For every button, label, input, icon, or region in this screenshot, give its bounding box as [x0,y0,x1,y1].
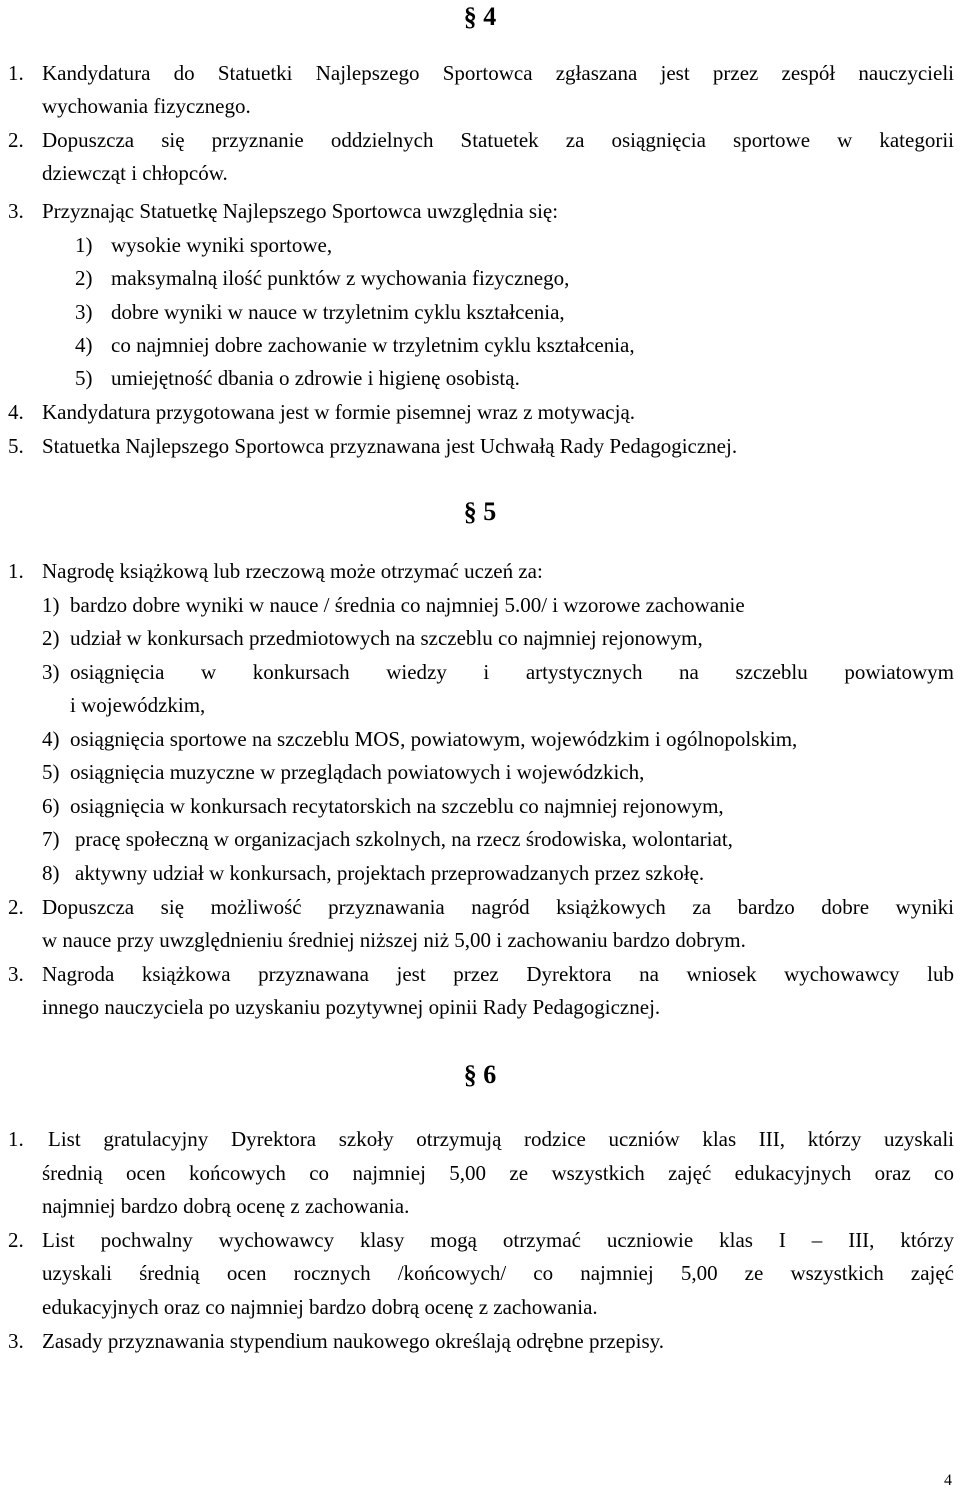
s6-p2-line2: uzyskali średnią ocen rocznych /końcowych/ co najmniej 5,00 ze wszystkich zajęć [42,1261,954,1285]
s4-p5-number: 5. [8,434,24,458]
s5-p1-item: osiągnięcia w konkursach recytatorskich na szczeblu co najmniej rejonowym, [70,794,724,818]
s6-p2-line1: List pochwalny wychowawcy klasy mogą otrzymać uczniowie klas I – III, którzy [42,1228,954,1252]
s4-p1-line1: Kandydatura do Statuetki Najlepszego Sportowca zgłaszana jest przez zespół nauczycieli [42,61,954,85]
s4-p3-item: maksymalną ilość punktów z wychowania fizycznego, [111,266,570,290]
s6-p3-number: 3. [8,1329,24,1353]
s4-p3-item-number: 3) [75,300,93,324]
s5-p1-item-number: 2) [42,626,60,650]
page-number: 4 [944,1472,952,1489]
s6-p3-line1: Zasady przyznawania stypendium naukowego określają odrębne przepisy. [42,1329,665,1353]
s4-p3-item-number: 4) [75,333,93,357]
s5-p1-item-number: 7) [42,827,60,851]
s6-p2-line3: edukacyjnych oraz co najmniej bardzo dobrą ocenę z zachowania. [42,1295,598,1319]
s5-p3-number: 3. [8,962,24,986]
s4-p4-line1: Kandydatura przygotowana jest w formie pisemnej wraz z motywacją. [42,400,636,424]
s4-p2-number: 2. [8,128,24,152]
s5-p1-item: aktywny udział w konkursach, projektach przeprowadzanych przez szkołę. [75,861,705,885]
s5-p1-line1: Nagrodę książkową lub rzeczową może otrzymać uczeń za: [42,559,543,583]
s5-p2-number: 2. [8,895,24,919]
s4-p3-item: wysokie wyniki sportowe, [111,233,333,257]
s5-p2-line1: Dopuszcza się możliwość przyznawania nagród książkowych za bardzo dobre wyniki [42,895,954,919]
s6-p1-line2: średnią ocen końcowych co najmniej 5,00 ze wszystkich zajęć edukacyjnych oraz co [42,1161,954,1185]
s4-p2-line1: Dopuszcza się przyznanie oddzielnych Statuetek za osiągnięcia sportowe w kategorii [42,128,954,152]
s5-p1-item: osiągnięcia muzyczne w przeglądach powiatowych i wojewódzkich, [70,760,645,784]
s5-p1-item-continuation: i wojewódzkim, [70,693,206,717]
s4-p3-number: 3. [8,199,24,223]
s5-p1-item-number: 8) [42,861,60,885]
s4-p3-item-number: 1) [75,233,93,257]
section-4-heading: § 4 [463,2,497,31]
s5-p1-item: bardzo dobre wyniki w nauce / średnia co najmniej 5.00/ i wzorowe zachowanie [70,593,745,617]
s6-p2-number: 2. [8,1228,24,1252]
s5-p1-item-number: 4) [42,727,60,751]
s4-p3-line1: Przyznając Statuetkę Najlepszego Sportowca uwzględnia się: [42,199,559,223]
s5-p1-number: 1. [8,559,24,583]
s5-p1-item-number: 5) [42,760,60,784]
section-5-heading: § 5 [463,497,497,526]
s5-p1-item: pracę społeczną w organizacjach szkolnych, na rzecz środowiska, wolontariat, [75,827,733,851]
s5-p1-item-number: 1) [42,593,60,617]
s5-p1-item-number: 3) [42,660,60,684]
s4-p3-item: dobre wyniki w nauce w trzyletnim cyklu kształcenia, [111,300,565,324]
s5-p1-item: osiągnięcia w konkursach wiedzy i artystycznych na szczeblu powiatowym [70,660,954,684]
s5-p1-item: osiągnięcia sportowe na szczeblu MOS, powiatowym, wojewódzkim i ogólnopolskim, [70,727,798,751]
s6-p1-line3: najmniej bardzo dobrą ocenę z zachowania. [42,1194,410,1218]
section-6-heading: § 6 [463,1060,497,1089]
s4-p3-item-number: 2) [75,266,93,290]
s4-p3-item: co najmniej dobre zachowanie w trzyletnim cyklu kształcenia, [111,333,635,357]
s6-p1-line1: List gratulacyjny Dyrektora szkoły otrzymują rodzice uczniów klas III, którzy uzyskali [48,1127,954,1151]
s4-p1-number: 1. [8,61,24,85]
s5-p3-line2: innego nauczyciela po uzyskaniu pozytywnej opinii Rady Pedagogicznej. [42,995,661,1019]
s4-p1-line2: wychowania fizycznego. [42,94,251,118]
s5-p3-line1: Nagroda książkowa przyznawana jest przez Dyrektora na wniosek wychowawcy lub [42,962,954,986]
s4-p2-line2: dziewcząt i chłopców. [42,161,228,185]
s4-p3-item-number: 5) [75,366,93,390]
s5-p2-line2: w nauce przy uwzględnieniu średniej niższej niż 5,00 i zachowaniu bardzo dobrym. [42,928,746,952]
s6-p1-number: 1. [8,1127,24,1151]
s4-p5-line1: Statuetka Najlepszego Sportowca przyznawana jest Uchwałą Rady Pedagogicznej. [42,434,738,458]
s4-p4-number: 4. [8,400,24,424]
s5-p1-item-number: 6) [42,794,60,818]
s4-p3-item: umiejętność dbania o zdrowie i higienę osobistą. [111,366,520,390]
s5-p1-item: udział w konkursach przedmiotowych na szczeblu co najmniej rejonowym, [70,626,703,650]
